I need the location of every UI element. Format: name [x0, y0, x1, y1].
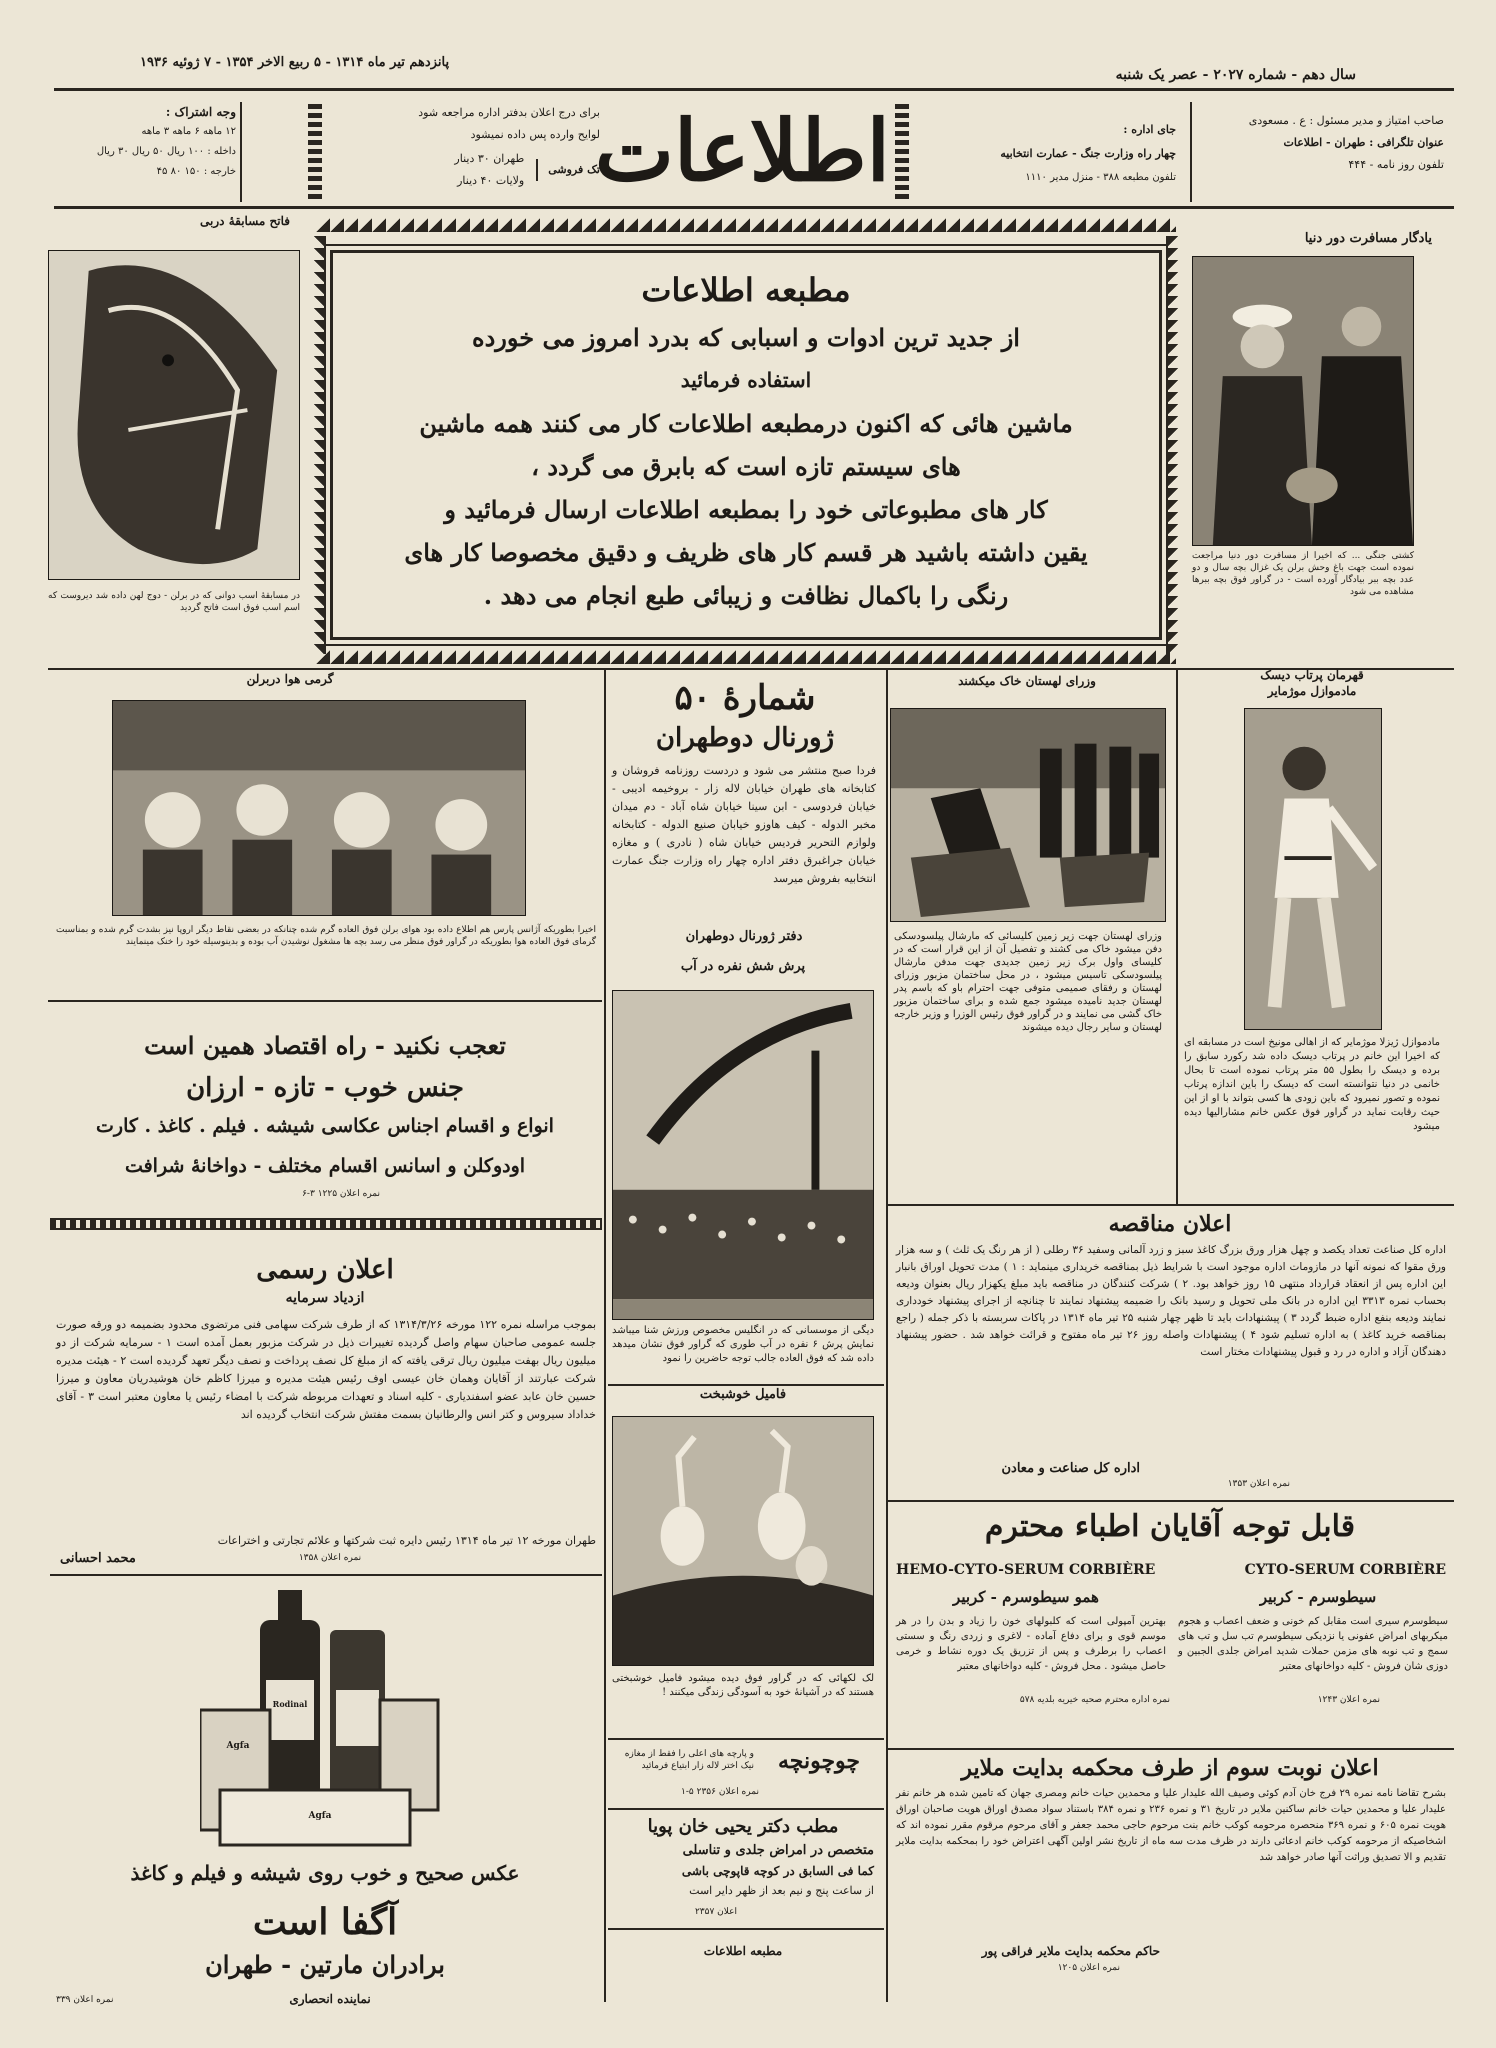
- serum-top-rule: [888, 1500, 1454, 1502]
- agfa-products: [200, 1590, 450, 1850]
- derby-title: فاتح مسابقهٔ دربی: [200, 214, 290, 228]
- official-text: بموجب مراسله نمره ۱۲۲ مورخه ۱۳۱۴/۳/۲۶ که از طرف شرکت سهامی فنی مرتضوی محدود بضمیمه دو ورقه صورت جلسه عمومی صاحبان سهام واصل گردیده تغییرات ذیل در شرکت مزبور بعمل آمده است ۱ - سرمایه شرکت از دو میلیون ریال بهفت میلیون ریال ترقی یافته که از مبلغ کل نصف پرداخت و نصف دیگر تعهد گردیده است ۲ - هیئت مدیره شرکت عبارتند از آقایان وهمان خان عیسی اوف رئیس هیئت مدیره و میرزا کاظم خان هوشیدریان معاون و میرزا حسین خان عابد عضو اسفندیاری - کلیه اسناد و تعهدات مربوطه شرکت با امضاء رئیس یا معاون معتبر است ۳ - آقای خداداد سیروس و کتر انس والرطانیان بسمت مفتش شرکت انتخاب گردیده اند: [56, 1318, 597, 1421]
- doctor-title: مطب دکتر یحیی خان پویا: [647, 1816, 839, 1837]
- press-ad-line: از جدید ترین ادوات و اسبابی که بدرد امروز می خورده: [472, 323, 1020, 352]
- ads-note-block: [328, 102, 600, 146]
- journal-footer: دفتر ژورنال دوطهران: [685, 929, 803, 944]
- tender-text: اداره کل صناعت تعداد یکصد و چهل هزار ورق بزرگ کاغذ سبز و زرد آلمانی وسفید ۳۶ رطلی ( از هر رنگ یک ثلث ) و سه هزار ورق مقوا که نمونه آنها در مازومات اداره موجود است با شرایط ذیل بمناقصه خریداری مینماید : ۱ ) مدت تحویل اوراق بانبار این اداره پس از انعقاد قرارداد منتهی ۱۵ روز خواهد بود. ۲ ) شرکت کنندگان در مناقصه باید مبلغ یکهزار ریال بعنوان ودیعه بحساب نمره ۳۳۱۳ این اداره در بانک ملی تحویل و رسید بانک را ضمیمه پیشنهاد نمایند تا چنانچه از اجرای پیشنهاد خودداری نمایند ودیعه بنفع اداره ضبط گردد ۳ ) پیشنهادات باید تا ظهر چهار شنبه ۲۵ تیر ماه ۱۳۱۴ در پاکات سربسته با ذکر جمله ( راجع بمناقصه خرید کاغذ ) به اداره تسلیم شود ۴ ) پیشنهادات واصله روز ۲۶ تیر ماه مفتوح و قرائت خواهد شد . حضور پیشنهاد دهندگان آزاد و اداره در رد و قبول پیشنهادات مختار است: [896, 1244, 1446, 1358]
- journal-title: شمارهٔ ۵۰: [674, 678, 816, 718]
- office-block: [956, 118, 1176, 190]
- doctor-bottom-rule: [608, 1928, 884, 1930]
- souvenir-photo: [1192, 256, 1414, 546]
- col-rule-c: [1176, 670, 1178, 1204]
- col-rule-d: [604, 1322, 606, 2002]
- press-ad-line: ماشین هائی که اکنون درمطبعه اطلاعات کار می کنند همه ماشین: [419, 409, 1073, 438]
- ministers-title: وزرای لهستان خاک میکشند: [958, 674, 1096, 688]
- price-provinces: ولایات ۴۰ دینار: [457, 174, 525, 187]
- bargain-line2: انواع و اقسام اجناس عکاسی شیشه . فیلم . کاغذ . کارت: [96, 1115, 554, 1137]
- court-signer: حاکم محکمه بدایت ملایر فراقی پور: [981, 1944, 1160, 1958]
- heat-title: گرمی هوا دربرلن: [246, 672, 334, 686]
- chuchunche-top-rule: [608, 1738, 884, 1740]
- agfa-pack-brand-2: Rodinal: [272, 1699, 308, 1709]
- court-text: بشرح تقاضا نامه نمره ۲۹ فرج خان آدم کوئی وصیف الله علیدار علیا و محمدین حیات خانم ومصری جهان که تامین شده هر خانم نفر علیدار علیا و محمدین حیات خانم ساکنین ملایر در تاریخ ۳۱ و نمره ۲۳۶ و نمره ۳۸۴ باستناد سواد مصدق اوراق هویت صاحبان اوراق هویت نمره ۶۰۵ و نمره ۳۶۹ منحصره مرحومه کوکب خانم بنت مرحوم حاجی محمد جعفر و آقای مرحوم مرقوم مقرر نموده اند که اشخاصیکه از مرحومه کوکب خانم ادعائی دارند در ظرف مدت سه ماه از تاریخ نشر اولین آگهی اعتراض خود را بمحکمه بدایت ملایر تقدیم و الا تصدیق وراثت آنها صادر خواهد شد: [896, 1788, 1447, 1863]
- official-subtitle: ازدیاد سرمایه: [285, 1290, 365, 1306]
- chuchunche-number: نمره اعلان ۲۳۵۶ ۵-۱: [681, 1787, 759, 1797]
- agfa-line2: آگفا است: [252, 1901, 398, 1943]
- storks-photo: [612, 1416, 874, 1666]
- press-ad-line: کار های مطبوعاتی خود را بمطبعه اطلاعات ارسال فرمائید و: [444, 495, 1048, 524]
- subscription-block: [56, 102, 236, 182]
- serum-text-left: بهترین آمپولی است که کلبولهای خون را زیاد و بدن را در هر موسم قوی و برای دفاع آماده - لاغری و زردی رنگ و سستی اعصاب را برطرف و پس از تزریق یک دوره نشاط و خرمی حاصل میشود . محل فروش - کلیه دواخانهای معتبر: [896, 1616, 1166, 1672]
- bottom-center-footer: مطبعه اطلاعات: [703, 1944, 783, 1958]
- price-block: [328, 148, 600, 192]
- doctor-line3: از ساعت پنج و نیم بعد از ظهر دایر است: [689, 1884, 874, 1897]
- single-sale-label: تک فروشی: [536, 159, 600, 181]
- ministers-photo: [890, 708, 1166, 922]
- subscription-domestic: داخله : ۱۰۰ ریال ۵۰ ریال ۳۰ ریال: [96, 146, 236, 157]
- date-line: پانزدهم تیر ماه ۱۳۱۴ - ۵ ربیع الاخر ۱۳۵۴ - ۷ ژوئیه ۱۹۳۶: [140, 55, 450, 70]
- masthead-bottom-rule: [54, 206, 1454, 209]
- serum-latin-right: CYTO-SERUM CORBIÈRE: [1244, 1562, 1446, 1578]
- masthead-ornament-left: [308, 104, 322, 202]
- court-top-rule: [888, 1748, 1454, 1750]
- tender-number: نمره اعلان ۱۳۵۳: [1227, 1479, 1290, 1489]
- storks-caption: لک لکهائی که در گراور فوق دیده میشود فامیل خوشبختی هستند که در آشیانهٔ خود به آسودگی زندگی میکنند !: [612, 1673, 874, 1698]
- souvenir-caption: کشتی جنگی ... که اخیرا از مسافرت دور دنیا مراجعت نموده است جهت باغ وحش برلن یک غزال بچه سال و دو عدد بچه ببر بیادگار آورده است - در گراور فوق بچه ببرها مشاهده می شود: [1192, 551, 1414, 597]
- tender-top-rule: [888, 1204, 1454, 1206]
- agfa-pack-brand-1: Agfa: [226, 1741, 250, 1751]
- masthead-title: اطلاعات: [594, 101, 890, 200]
- newspaper-phone-line: تلفون روز نامه - ۴۴۴: [1348, 158, 1444, 171]
- ads-note-2: لوایح وارده پس داده نمیشود: [470, 128, 600, 141]
- dive-caption: دیگی از موسسانی که در انگلیس مخصوص ورزش شنا میباشد نمایش پرش ۶ نفره در آب طوری که گراور فوق نشان میدهد داده شد که فوق العاده جالب توجه حاضرین را نمود: [612, 1325, 874, 1364]
- court-title: اعلان نوبت سوم از طرف محکمه بدایت ملایر: [961, 1755, 1379, 1781]
- masthead-info: [1194, 110, 1444, 176]
- discus-photo: [1244, 708, 1382, 1030]
- press-ad-line: های سیستم تازه است که بابرق می گردد ،: [531, 452, 961, 481]
- storks-title: فامیل خوشبخت: [699, 1387, 787, 1402]
- tender-title: اعلان مناقصه: [1108, 1211, 1232, 1237]
- bargain-line3: اودوکلن و اسانس اقسام مختلف - دواخانهٔ شرافت: [124, 1155, 526, 1177]
- press-ad-line: رنگی را باکمال نظافت و زیبائی طبع انجام می دهد .: [483, 581, 1009, 610]
- col-rule-a: [604, 670, 606, 1322]
- office-label: جای اداره :: [1123, 123, 1176, 136]
- serum-fa-right: سیطوسرم - کربیر: [1259, 1588, 1377, 1606]
- derby-caption: در مسابقهٔ اسب دوانی که در برلن - دوج لهن داده شد دیروست که اسم اسب فوق است فاتح گردید: [48, 591, 300, 613]
- press-ad-body: [346, 316, 1146, 617]
- press-ad-bottom-ornament: [316, 650, 1176, 664]
- bargain-chain-border: [50, 1218, 602, 1230]
- dive-title: پرش شش نفره در آب: [680, 959, 806, 974]
- doctor-line2: کما فی السابق در کوچه قاپوچی باشی: [681, 1864, 874, 1878]
- ministers-caption: وزرای لهستان جهت زیر زمین کلیسائی که مارشال پیلسودسکی دفن میشود خاک می کشند و تفصیل آن از این قرار است که در کلیسای واول برک زیر زمین جدیدی جهت مدفن مارشال پیلسودسکی تاسیس میشود ، در محل ساختمان مزبور وزرای لهستان و رفقای صمیمی متوفی جهت احترام باو که باسم پدر لهستان جدید نامیده میشود جمع شده و برای ساختمان مزبور خاک گشی می نمایند و در گراور فوق رئیس الوزرا و وزیر خارجه لهستان و سایر رجال دیده میشوند: [894, 931, 1162, 1033]
- storks-top-rule: [608, 1384, 884, 1386]
- masthead-ornament-right: [895, 104, 909, 202]
- court-number: نمره اعلان ۱۲۰۵: [1057, 1963, 1120, 1973]
- official-number: نمره اعلان ۱۳۵۸: [298, 1553, 362, 1563]
- telegraph-line: عنوان تلگرافی : طهران - اطلاعات: [1283, 136, 1444, 149]
- heat-photo: [112, 700, 526, 916]
- chuchunche-text: و پارچه های اعلی را فقط از مغازه نیک اختر لاله زار ابتیاع فرمائید: [624, 1749, 754, 1771]
- agfa-number: نمره اعلان ۳۳۹: [56, 1995, 114, 2005]
- bargain-number: نمره اعلان ۱۲۲۵ ۳-۶: [302, 1189, 380, 1199]
- owner-line: صاحب امتیاز و مدیر مسئول : ع . مسعودی: [1248, 114, 1444, 127]
- serum-number-right: نمره اعلان ۱۲۴۳: [1317, 1695, 1380, 1705]
- tender-signer: اداره کل صناعت و معادن: [1001, 1461, 1140, 1476]
- agfa-pack-brand-3: Agfa: [308, 1811, 332, 1821]
- heat-caption: اخیرا بطوریکه آژانس پارس هم اطلاع داده بود هوای برلن فوق العاده گرم شده چنانکه در بعضی نقاط دیگر اروپا نیز بشدت گرم شده و بمناسبت گرمای فوق العاده هوا بطوریکه در گراور فوق منظر می رسد بچه ها مشغول نوشیدن آب بوده و بدینوسیله خود را خنک مینمایند: [56, 925, 596, 947]
- subscription-headers: ۱۲ ماهه ۶ ماهه ۳ ماهه: [141, 126, 236, 137]
- price-tehran: طهران ۳۰ دینار: [454, 152, 525, 165]
- agfa-agent: نماینده انحصاری: [289, 1992, 371, 2006]
- serum-title: قابل توجه آقایان اطباء محترم: [984, 1509, 1356, 1544]
- doctor-top-rule: [608, 1808, 884, 1810]
- bargain-line1: جنس خوب - تازه - ارزان: [186, 1073, 464, 1103]
- press-ad-top-ornament: [316, 218, 1176, 232]
- official-bottom-rule: [50, 1574, 602, 1576]
- serum-latin-left: HEMO-CYTO-SERUM CORBIÈRE: [896, 1562, 1156, 1578]
- masthead-divider-2: [240, 102, 242, 202]
- doctor-line1: متخصص در امراض جلدی و تناسلی: [682, 1843, 874, 1858]
- agfa-line3: برادران مارتین - طهران: [205, 1950, 445, 1979]
- dive-photo: [612, 990, 874, 1320]
- official-signature-date: طهران مورخه ۱۲ تیر ماه ۱۳۱۴ رئیس دایره ثبت شرکتها و علائم تجارتی و اختراعات: [217, 1534, 596, 1547]
- agfa-line1: عکس صحیح و خوب روی شیشه و فیلم و کاغذ: [130, 1861, 520, 1885]
- press-ad-side-right: [1166, 236, 1178, 654]
- masthead-divider-1: [1190, 102, 1192, 202]
- col-rule-e: [886, 1204, 888, 2002]
- office-address: چهار راه وزارت جنگ - عمارت انتخابیه: [1000, 147, 1176, 160]
- masthead-top-rule: [54, 88, 1454, 91]
- press-ad-side-left: [314, 236, 326, 654]
- col-rule-b: [886, 670, 888, 1204]
- discus-subtitle: مادموازل موژمایر: [1267, 684, 1357, 698]
- press-ad-line: استفاده فرمائید: [680, 368, 812, 392]
- journal-text: فردا صبح منتشر می شود و دردست روزنامه فروشان و کتابخانه های طهران خیابان لاله زار - بروخیمه ادیبی - خیابان فردوسی - ابن سینا خیابان شاه آباد - دم میدان مخبر الدوله - کیف هاوزو خیابان صنیع الدوله - کتابخانه ولوازم التحریر فردیس خیابان شاه ( نادری ) و مغازه خیابان جراغبرق دفتر اداره چهار راه وزارت جنگ عمارت انتخابیه بفروش میرسد: [612, 764, 876, 885]
- press-ad-title: مطبعه اطلاعات: [641, 271, 851, 309]
- subscription-label: وجه اشتراک :: [165, 105, 236, 119]
- subscription-foreign: خارجه : ۱۵۰ ۸۰ ۴۵: [156, 166, 236, 177]
- serum-text-right: سیطوسرم سیری است مقابل کم خونی و ضعف اعصاب و هجوم میکربهای امراض عفونی یا نزدیکی سیطوسرم تب سل و تب های سمج و تب نوبه های مزمن حملات شدید امراض جلدی الجبین و دوزی شان فروش - کلیه دواخانهای معتبر: [1178, 1616, 1448, 1672]
- bargain-title: تعجب نکنید - راه اقتصاد همین است: [144, 1031, 506, 1060]
- press-ad-line: یقین داشته باشید هر قسم کار های ظریف و دقیق مخصوصا کار های: [404, 538, 1088, 567]
- bargain-top-rule: [48, 1000, 602, 1002]
- serum-number-left: نمره اداره محترم صحیه خیریه بلدیه ۵۷۸: [1019, 1695, 1170, 1705]
- journal-subtitle: ژورنال دوطهران: [655, 723, 835, 753]
- issue-line: سال دهم - شماره ۲۰۲۷ - عصر یک شنبه: [1115, 67, 1356, 83]
- chuchunche-title: چوچونچه: [777, 1748, 861, 1774]
- serum-fa-left: همو سیطوسرم - کربیر: [953, 1588, 1099, 1606]
- souvenir-title: یادگار مسافرت دور دنیا: [1304, 231, 1432, 246]
- doctor-number: اعلان ۲۳۵۷: [694, 1907, 738, 1917]
- derby-photo: [48, 250, 300, 580]
- discus-caption: مادموازل ژیزلا موژمایر که از اهالی مونیخ است در مسابقه ای که اخیرا این خانم در پرتاب دیسک داده شد رکورد سابق را برده و دیسک را بطول ۵۵ متر پرتاب نموده است تا بحال خانمی در دنیا نتوانسته است که دیسک را باین اندازه پرتاب نموده و تصور نمیرود که باین زودی ها کسی بتواند با او از این حیث رقابت نماید در گراور فوق عکس خانم مشارالیها دیده میشود: [1184, 1037, 1440, 1132]
- discus-title: قهرمان پرتاب دیسک: [1260, 668, 1364, 682]
- official-title: اعلان رسمی: [256, 1255, 394, 1285]
- office-phone: تلفون مطبعه ۳۸۸ - منزل مدیر ۱۱۱۰: [1025, 172, 1176, 183]
- ads-note-1: برای درج اعلان بدفتر اداره مراجعه شود: [418, 106, 600, 119]
- official-signature-name: محمد احسانی: [60, 1551, 136, 1566]
